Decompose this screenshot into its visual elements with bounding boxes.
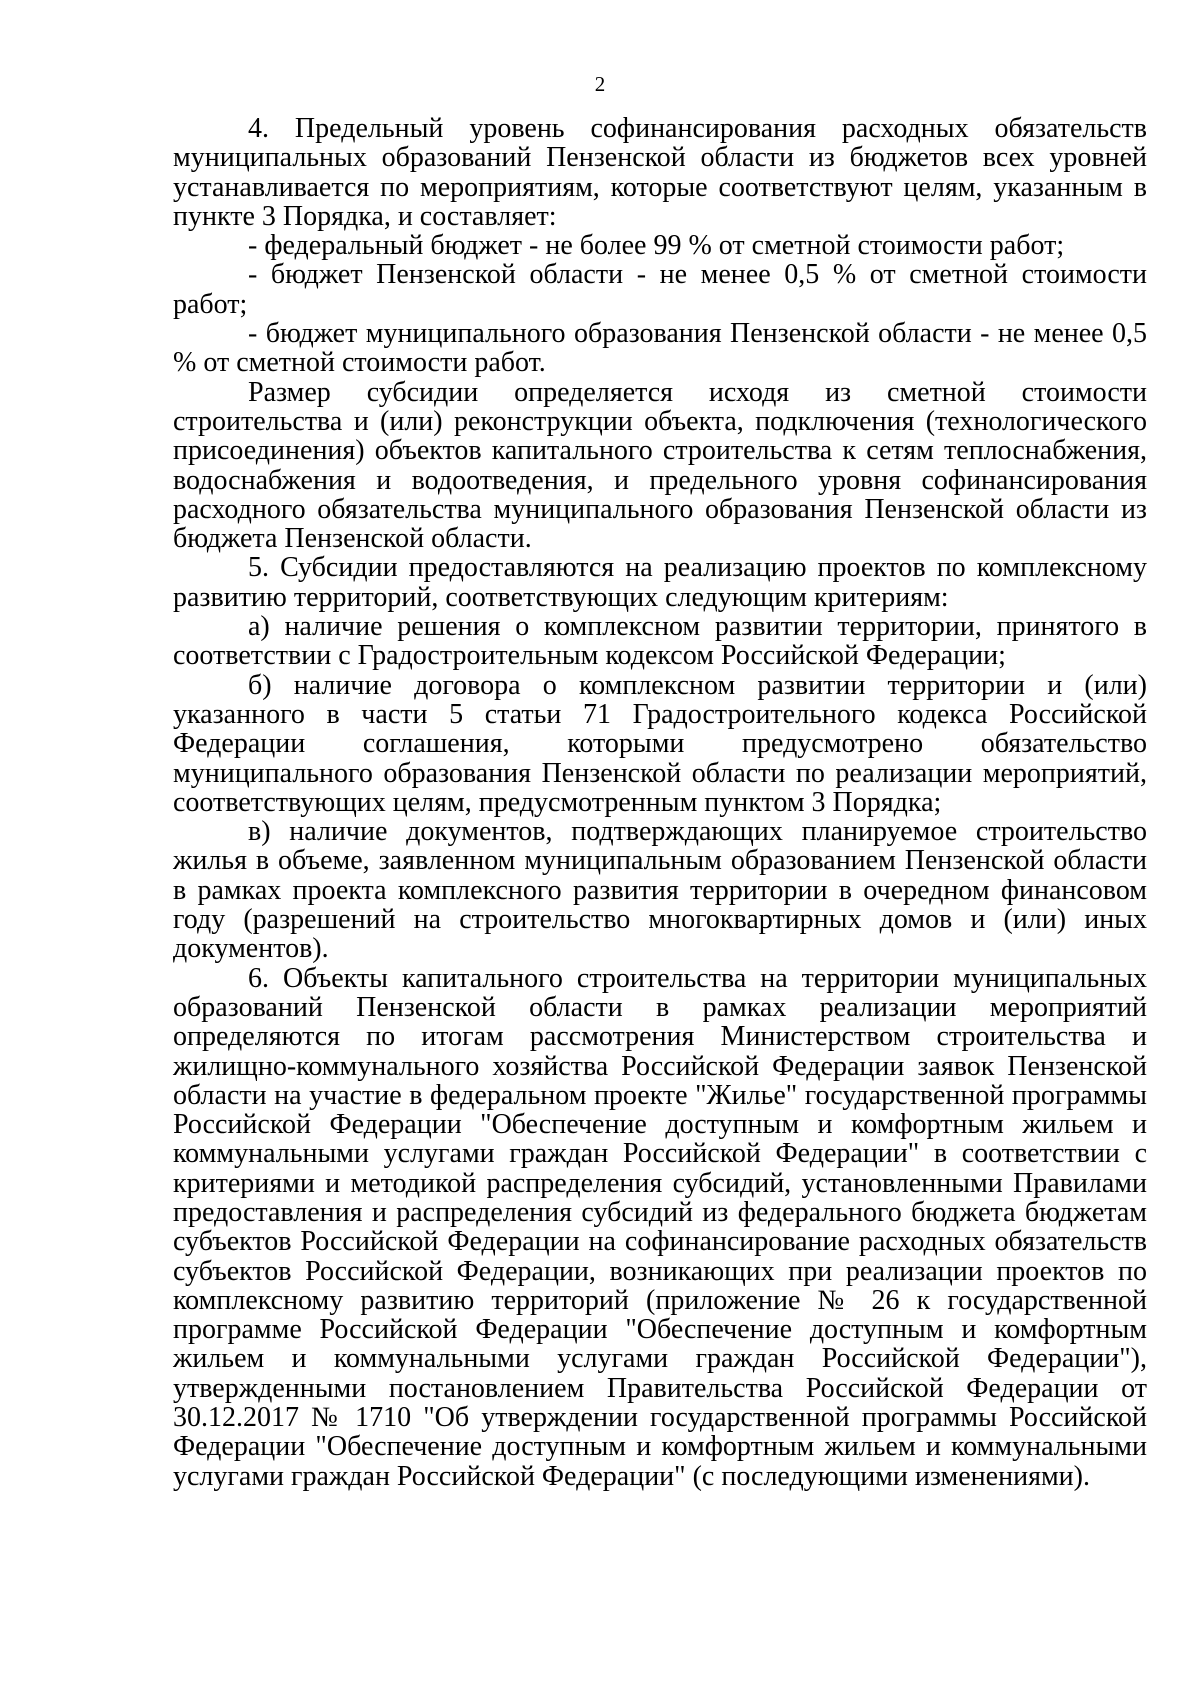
paragraph-5-subsidy-criteria: 5. Субсидии предоставляются на реализацию проектов по комплексному развитию территорий, соответствующих следующим критериям:	[173, 552, 1147, 613]
list-item-municipal-budget: - бюджет муниципального образования Пензенской области - не менее 0,5 % от сметной стоимости работ.	[173, 318, 1147, 379]
paragraph-subsidy-size: Размер субсидии определяется исходя из сметной стоимости строительства и (или) реконструкции объекта, подключения (технологического присоединения) объектов капитального строительства к сетям теплоснабжения, водоснабжения и водоотведения, и предельного уровня софинансирования расходного обязательства муниципального образования Пензенской области из бюджета Пензенской области.	[173, 376, 1147, 555]
criterion-b: б) наличие договора о комплексном развитии территории и (или) указанного в части 5 статьи 71 Градостроительного кодекса Российской Федерации соглашения, которыми предусмотрено обязательство муниципального образования Пензенской области по реализации мероприятий, соответствующих целям, предусмотренным пунктом 3 Порядка;	[173, 669, 1147, 818]
document-body	[173, 114, 1147, 1491]
list-item-regional-budget: - бюджет Пензенской области - не менее 0,5 % от сметной стоимости работ;	[173, 259, 1147, 320]
page-number: 2	[594, 72, 606, 96]
criterion-v: в) наличие документов, подтверждающих планируемое строительство жилья в объеме, заявленном муниципальным образованием Пензенской области в рамках проекта комплексного развития территории в очередном финансовом году (разрешений на строительство многоквартирных домов и (или) иных документов).	[173, 816, 1147, 965]
criterion-a: а) наличие решения о комплексном развитии территории, принятого в соответствии с Градостроительным кодексом Российской Федерации;	[173, 611, 1147, 672]
paragraph-6-construction-objects: 6. Объекты капитального строительства на территории муниципальных образований Пензенской области в рамках реализации мероприятий определяются по итогам рассмотрения Министерством строительства и жилищно-коммунального хозяйства Российской Федерации заявок Пензенской области на участие в федеральном проекте "Жилье" государственной программы Российской Федерации "Обеспечение доступным и комфортным жильем и коммунальными услугами граждан Российской Федерации" в соответствии с критериями и методикой распределения субсидий, установленными Правилами предоставления и распределения субсидий из федерального бюджета бюджетам субъектов Российской Федерации на софинансирование расходных обязательств субъектов Российской Федерации, возникающих при реализации проектов по комплексному развитию территорий (приложение № 26 к государственной программе Российской Федерации "Обеспечение доступным и комфортным жильем и коммунальными услугами граждан Российской Федерации"), утвержденными постановлением Правительства Российской Федерации от 30.12.2017 № 1710 "Об утверждении государственной программы Российской Федерации "Обеспечение доступным и комфортным жильем и коммунальными услугами граждан Российской Федерации" (с последующими изменениями).	[173, 962, 1147, 1492]
paragraph-4-limit-level: 4. Предельный уровень софинансирования расходных обязательств муниципальных образований Пензенской области из бюджетов всех уровней устанавливается по мероприятиям, которые соответствуют целям, указанным в пункте 3 Порядка, и составляет:	[173, 113, 1147, 232]
list-item-federal-budget: - федеральный бюджет - не более 99 % от сметной стоимости работ;	[248, 230, 1065, 262]
